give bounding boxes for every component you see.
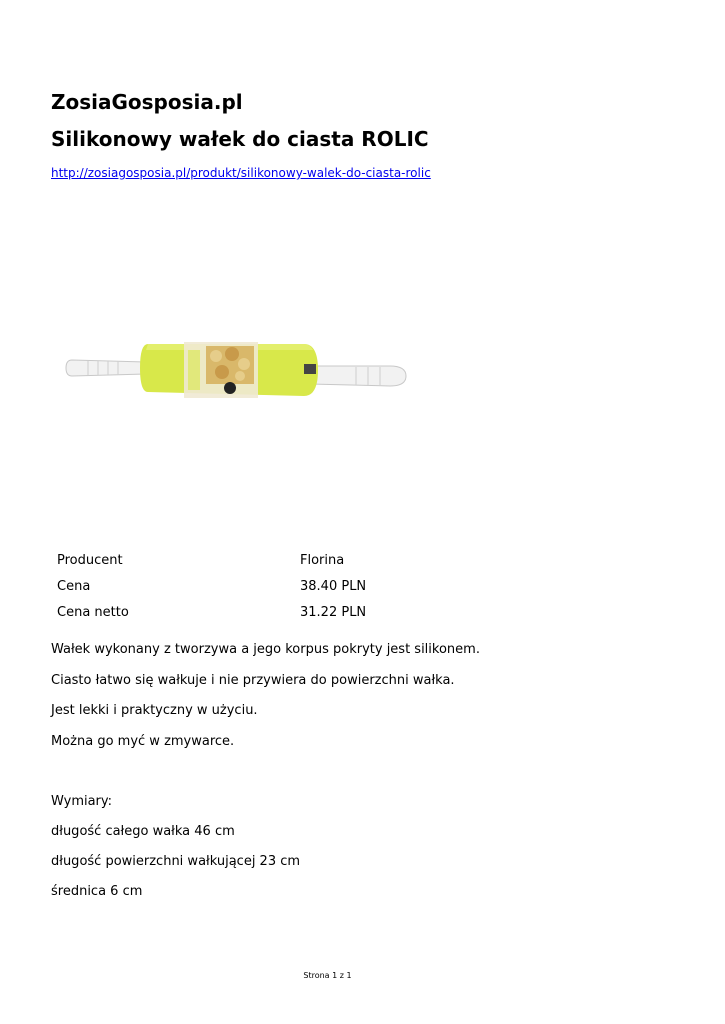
- product-url-link[interactable]: http://zosiagosposia.pl/produkt/silikonowy-walek-do-ciasta-rolic: [51, 166, 431, 180]
- spec-label: Producent: [57, 552, 123, 568]
- spec-value: 31.22 PLN: [300, 604, 367, 620]
- description-line: Jest lekki i praktyczny w użyciu.: [51, 703, 258, 718]
- spec-value: Florina: [300, 552, 345, 568]
- table-row: [52, 573, 371, 599]
- dimension-item: długość powierzchni wałkującej 23 cm: [51, 854, 301, 869]
- dimension-item: długość całego wałka 46 cm: [51, 824, 235, 839]
- spec-label: Cena netto: [57, 604, 129, 620]
- product-title: Silikonowy wałek do ciasta ROLIC: [51, 127, 429, 151]
- description-line: Można go myć w zmywarce.: [51, 733, 235, 749]
- site-title: ZosiaGosposia.pl: [51, 90, 243, 114]
- spec-table: [52, 547, 371, 625]
- dimensions-section: [51, 794, 300, 914]
- dimensions-heading: Wymiary:: [51, 794, 113, 809]
- dimension-item: średnica 6 cm: [51, 884, 143, 899]
- table-row: [52, 599, 371, 625]
- description-line: Wałek wykonany z tworzywa a jego korpus pokryty jest silikonem.: [51, 642, 480, 657]
- product-description: [51, 642, 671, 764]
- spec-label: Cena: [57, 578, 91, 594]
- spec-value: 38.40 PLN: [300, 578, 367, 594]
- page-footer: Strona 1 z 1: [303, 971, 352, 980]
- table-row: [52, 547, 371, 573]
- description-line: Ciasto łatwo się wałkuje i nie przywiera do powierzchni wałka.: [51, 672, 455, 688]
- rolling-pin-image: [60, 330, 420, 410]
